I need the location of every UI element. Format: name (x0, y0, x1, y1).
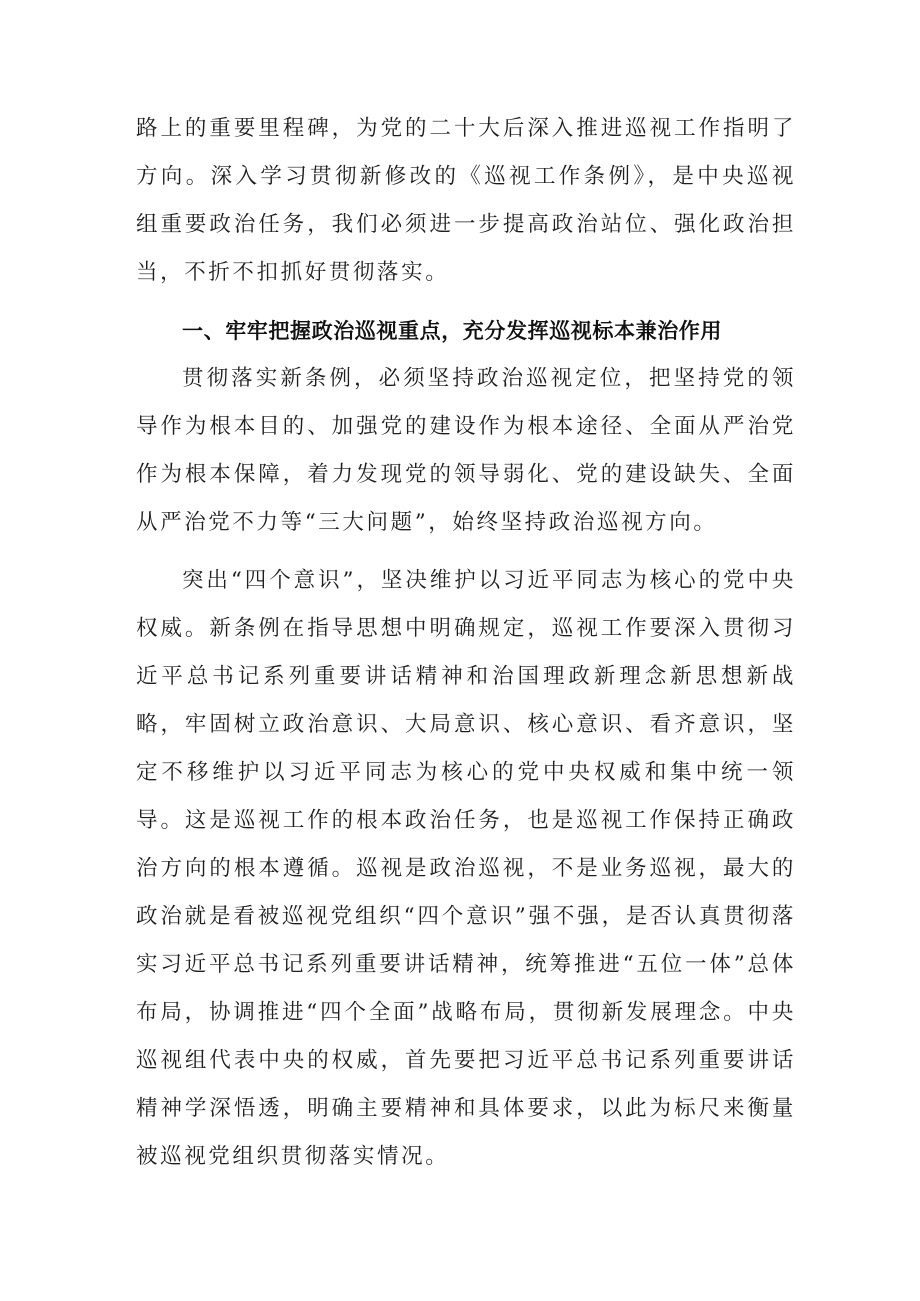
paragraph-continuation: 路上的重要里程碑，为党的二十大后深入推进巡视工作指明了方向。深入学习贯彻新修改的《巡视工作条例》，是中央巡视组重要政治任务，我们必须进一步提高政治站位、强化政治担当，不折不扣抓好贯彻落实。 (136, 116, 796, 285)
paragraph-spacer (136, 297, 796, 307)
paragraph-political-positioning: 贯彻落实新条例，必须坚持政治巡视定位，把坚持党的领导作为根本目的、加强党的建设作为根本途径、全面从严治党作为根本保障，着力发现党的领导弱化、党的建设缺失、全面从严治党不力等“三大问题”，始终坚持政治巡视方向。 (136, 366, 796, 535)
paragraph-four-consciousness: 突出“四个意识”，坚决维护以习近平同志为核心的党中央权威。新条例在指导思想中明确规定，巡视工作要深入贯彻习近平总书记系列重要讲话精神和治国理政新理念新思想新战略，牢固树立政治意识、大局意识、核心意识、看齐意识，坚定不移维护以习近平同志为核心的党中央权威和集中统一领导。这是巡视工作的根本政治任务，也是巡视工作保持正确政治方向的根本遵循。巡视是政治巡视，不是业务巡视，最大的政治就是看被巡视党组织“四个意识”强不强，是否认真贯彻落实习近平总书记系列重要讲话精神，统筹推进“五位一体”总体布局，协调推进“四个全面”战略布局，贯彻新发展理念。中央巡视组代表中央的权威，首先要把习近平总书记系列重要讲话精神学深悟透，明确主要精神和具体要求，以此为标尺来衡量被巡视党组织贯彻落实情况。 (136, 568, 796, 1169)
paragraph-spacer (136, 547, 796, 557)
document-body (136, 105, 796, 1181)
section-heading: 一、牢牢把握政治巡视重点，充分发挥巡视标本兼治作用 (182, 319, 722, 343)
